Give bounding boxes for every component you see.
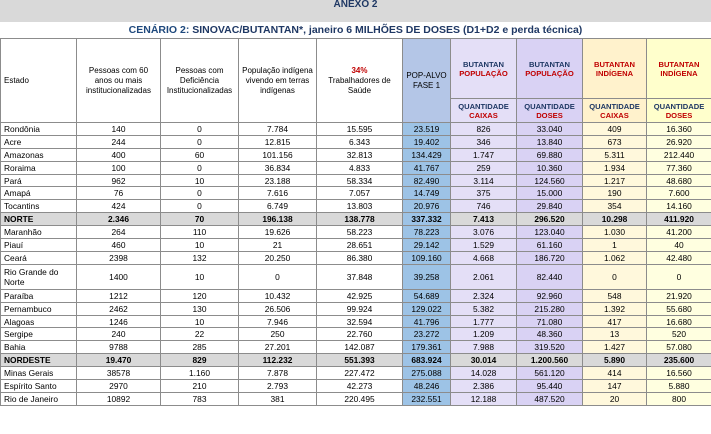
cell-saude: 15.595 [317, 123, 403, 136]
cell-icx: 1.392 [583, 302, 647, 315]
cell-idos: 5.880 [647, 380, 711, 393]
cell-indigena: 2.793 [239, 380, 317, 393]
cell-icx: 5.311 [583, 148, 647, 161]
cell-cx: 14.028 [451, 367, 517, 380]
cell-dos: 69.880 [517, 148, 583, 161]
cell-saude: 28.651 [317, 239, 403, 252]
cell-indigena: 20.250 [239, 251, 317, 264]
table-row [1, 315, 711, 328]
table-row [1, 367, 711, 380]
cell-dos: 92.960 [517, 289, 583, 302]
cell-idosos: 10892 [77, 392, 161, 405]
cell-dos: 123.040 [517, 226, 583, 239]
scenario-lead: CENÁRIO 2: [128, 24, 193, 36]
cell-saude: 4.833 [317, 161, 403, 174]
cell-estado: NORDESTE [1, 354, 77, 367]
cell-saude: 227.472 [317, 367, 403, 380]
cell-cx: 30.014 [451, 354, 517, 367]
table-row-total [1, 213, 711, 226]
cell-icx: 1.217 [583, 174, 647, 187]
col-saude-pct: 34% [351, 65, 368, 75]
cell-dos: 71.080 [517, 315, 583, 328]
cell-estado: Rondônia [1, 123, 77, 136]
cell-idosos: 1400 [77, 264, 161, 289]
cell-idosos: 424 [77, 200, 161, 213]
cell-idos: 411.920 [647, 213, 711, 226]
cell-pop: 337.332 [403, 213, 451, 226]
cell-pop: 82.490 [403, 174, 451, 187]
cell-pop: 19.402 [403, 135, 451, 148]
cell-icx: 1.934 [583, 161, 647, 174]
cell-indigena: 7.878 [239, 367, 317, 380]
annex-title: ANEXO 2 [333, 0, 378, 10]
cell-idos: 16.560 [647, 367, 711, 380]
cell-deficiencia: 783 [161, 392, 239, 405]
cell-icx: 1.062 [583, 251, 647, 264]
cell-estado: Piauí [1, 239, 77, 252]
cell-idos: 21.920 [647, 289, 711, 302]
table-row [1, 135, 711, 148]
cell-estado: Rio Grande do Norte [1, 264, 77, 289]
cell-idosos: 240 [77, 328, 161, 341]
cell-saude: 99.924 [317, 302, 403, 315]
cell-cx: 375 [451, 187, 517, 200]
col-deficiencia: Pessoas com Deficiência Institucionalizadas [161, 39, 239, 123]
annex-banner [0, 0, 711, 22]
cell-pop: 683.924 [403, 354, 451, 367]
cell-estado: Minas Gerais [1, 367, 77, 380]
cell-indigena: 10.432 [239, 289, 317, 302]
cell-deficiencia: 10 [161, 264, 239, 289]
table-row [1, 200, 711, 213]
cell-pop: 23.519 [403, 123, 451, 136]
cell-deficiencia: 0 [161, 135, 239, 148]
cell-pop: 48.246 [403, 380, 451, 393]
cell-pop: 134.429 [403, 148, 451, 161]
cell-indigena: 23.188 [239, 174, 317, 187]
col-saude-label: Trabalhadores de Saúde [328, 75, 391, 95]
table-row [1, 226, 711, 239]
cell-icx: 1.030 [583, 226, 647, 239]
cell-saude: 22.760 [317, 328, 403, 341]
cell-deficiencia: 0 [161, 200, 239, 213]
cell-idosos: 2970 [77, 380, 161, 393]
cell-indigena: 7.616 [239, 187, 317, 200]
table-row [1, 289, 711, 302]
cell-idos: 235.600 [647, 354, 711, 367]
cell-estado: Amazonas [1, 148, 77, 161]
cell-idosos: 38578 [77, 367, 161, 380]
table-row-total [1, 354, 711, 367]
cell-dos: 215.280 [517, 302, 583, 315]
cell-dos: 15.000 [517, 187, 583, 200]
cell-saude: 37.848 [317, 264, 403, 289]
cell-cx: 7.413 [451, 213, 517, 226]
cell-icx: 548 [583, 289, 647, 302]
cell-idosos: 2.346 [77, 213, 161, 226]
cell-indigena: 26.506 [239, 302, 317, 315]
col-saude [317, 39, 403, 123]
cell-icx: 1.427 [583, 341, 647, 354]
cell-indigena: 19.626 [239, 226, 317, 239]
cell-saude: 6.343 [317, 135, 403, 148]
cell-deficiencia: 829 [161, 354, 239, 367]
cell-deficiencia: 10 [161, 174, 239, 187]
cell-idosos: 244 [77, 135, 161, 148]
cell-idosos: 140 [77, 123, 161, 136]
cell-deficiencia: 0 [161, 187, 239, 200]
cell-cx: 12.188 [451, 392, 517, 405]
cell-estado: Amapá [1, 187, 77, 200]
cell-estado: Tocantins [1, 200, 77, 213]
col-estado: Estado [1, 39, 77, 123]
cell-pop: 78.223 [403, 226, 451, 239]
cell-dos: 10.360 [517, 161, 583, 174]
cell-dos: 29.840 [517, 200, 583, 213]
cell-deficiencia: 110 [161, 226, 239, 239]
table-row [1, 392, 711, 405]
cell-idos: 48.680 [647, 174, 711, 187]
cell-idos: 16.360 [647, 123, 711, 136]
cell-indigena: 7.946 [239, 315, 317, 328]
cell-idos: 14.160 [647, 200, 711, 213]
cell-idos: 55.680 [647, 302, 711, 315]
cell-estado: Roraima [1, 161, 77, 174]
cell-idosos: 460 [77, 239, 161, 252]
cell-saude: 58.223 [317, 226, 403, 239]
cell-estado: Paraíba [1, 289, 77, 302]
col-indigena: População indígena vivendo em terras indígenas [239, 39, 317, 123]
vaccine-distribution-table [0, 38, 711, 406]
cell-indigena: 381 [239, 392, 317, 405]
cell-cx: 5.382 [451, 302, 517, 315]
cell-cx: 7.988 [451, 341, 517, 354]
cell-idosos: 1212 [77, 289, 161, 302]
cell-indigena: 0 [239, 264, 317, 289]
cell-dos: 82.440 [517, 264, 583, 289]
cell-idosos: 2398 [77, 251, 161, 264]
table-row [1, 380, 711, 393]
cell-idos: 40 [647, 239, 711, 252]
cell-saude: 142.087 [317, 341, 403, 354]
cell-idosos: 962 [77, 174, 161, 187]
cell-idos: 520 [647, 328, 711, 341]
cell-indigena: 196.138 [239, 213, 317, 226]
cell-dos: 296.520 [517, 213, 583, 226]
cell-pop: 41.796 [403, 315, 451, 328]
cell-dos: 561.120 [517, 367, 583, 380]
cell-deficiencia: 10 [161, 315, 239, 328]
cell-icx: 417 [583, 315, 647, 328]
cell-indigena: 27.201 [239, 341, 317, 354]
cell-pop: 39.258 [403, 264, 451, 289]
cell-idosos: 400 [77, 148, 161, 161]
cell-dos: 95.440 [517, 380, 583, 393]
col-butantan-ind-caixas-head: BUTANTAN INDÍGENA [583, 39, 647, 99]
cell-estado: Pará [1, 174, 77, 187]
cell-cx: 2.324 [451, 289, 517, 302]
cell-icx: 409 [583, 123, 647, 136]
cell-dos: 487.520 [517, 392, 583, 405]
cell-deficiencia: 210 [161, 380, 239, 393]
table-row [1, 123, 711, 136]
cell-estado: NORTE [1, 213, 77, 226]
cell-estado: Maranhão [1, 226, 77, 239]
cell-deficiencia: 130 [161, 302, 239, 315]
cell-idos: 26.920 [647, 135, 711, 148]
cell-pop: 232.551 [403, 392, 451, 405]
cell-deficiencia: 22 [161, 328, 239, 341]
cell-idosos: 19.470 [77, 354, 161, 367]
col-butantan-ind-doses-head: BUTANTAN INDÍGENA [647, 39, 711, 99]
cell-saude: 32.813 [317, 148, 403, 161]
cell-indigena: 12.815 [239, 135, 317, 148]
cell-indigena: 36.834 [239, 161, 317, 174]
cell-deficiencia: 132 [161, 251, 239, 264]
cell-pop: 109.160 [403, 251, 451, 264]
cell-icx: 10.298 [583, 213, 647, 226]
cell-dos: 319.520 [517, 341, 583, 354]
cell-pop: 14.749 [403, 187, 451, 200]
cell-cx: 1.777 [451, 315, 517, 328]
cell-cx: 746 [451, 200, 517, 213]
cell-idos: 212.440 [647, 148, 711, 161]
cell-idosos: 100 [77, 161, 161, 174]
col-idosos: Pessoas com 60 anos ou mais institucionalizadas [77, 39, 161, 123]
cell-pop: 23.272 [403, 328, 451, 341]
table-row [1, 341, 711, 354]
cell-dos: 48.360 [517, 328, 583, 341]
cell-idos: 41.200 [647, 226, 711, 239]
cell-icx: 1 [583, 239, 647, 252]
cell-indigena: 112.232 [239, 354, 317, 367]
cell-cx: 826 [451, 123, 517, 136]
cell-deficiencia: 0 [161, 161, 239, 174]
cell-icx: 414 [583, 367, 647, 380]
cell-icx: 673 [583, 135, 647, 148]
table-row [1, 251, 711, 264]
cell-cx: 1.209 [451, 328, 517, 341]
cell-deficiencia: 70 [161, 213, 239, 226]
cell-idos: 7.600 [647, 187, 711, 200]
cell-cx: 1.529 [451, 239, 517, 252]
cell-estado: Rio de Janeiro [1, 392, 77, 405]
cell-indigena: 21 [239, 239, 317, 252]
cell-dos: 1.200.560 [517, 354, 583, 367]
cell-cx: 259 [451, 161, 517, 174]
cell-pop: 41.767 [403, 161, 451, 174]
cell-saude: 220.495 [317, 392, 403, 405]
cell-idosos: 2462 [77, 302, 161, 315]
cell-dos: 13.840 [517, 135, 583, 148]
col-butantan-pop-caixas-head: BUTANTAN POPULAÇÃO [451, 39, 517, 99]
cell-saude: 7.057 [317, 187, 403, 200]
cell-saude: 58.334 [317, 174, 403, 187]
cell-icx: 13 [583, 328, 647, 341]
cell-idos: 0 [647, 264, 711, 289]
table-row [1, 148, 711, 161]
cell-saude: 86.380 [317, 251, 403, 264]
cell-deficiencia: 285 [161, 341, 239, 354]
cell-estado: Pernambuco [1, 302, 77, 315]
cell-icx: 190 [583, 187, 647, 200]
cell-deficiencia: 0 [161, 123, 239, 136]
cell-estado: Sergipe [1, 328, 77, 341]
table-row [1, 328, 711, 341]
cell-pop: 275.088 [403, 367, 451, 380]
cell-saude: 13.803 [317, 200, 403, 213]
cell-cx: 1.747 [451, 148, 517, 161]
cell-icx: 20 [583, 392, 647, 405]
col-ind-caixas: QUANTIDADE CAIXAS [583, 99, 647, 123]
table-row [1, 161, 711, 174]
table-row [1, 264, 711, 289]
cell-cx: 346 [451, 135, 517, 148]
table-row [1, 187, 711, 200]
cell-icx: 0 [583, 264, 647, 289]
cell-cx: 4.668 [451, 251, 517, 264]
cell-estado: Bahia [1, 341, 77, 354]
cell-icx: 5.890 [583, 354, 647, 367]
cell-icx: 354 [583, 200, 647, 213]
cell-pop: 179.361 [403, 341, 451, 354]
col-pop-caixas: QUANTIDADE CAIXAS [451, 99, 517, 123]
cell-idosos: 264 [77, 226, 161, 239]
cell-deficiencia: 120 [161, 289, 239, 302]
col-butantan-pop-doses-head: BUTANTAN POPULAÇÃO [517, 39, 583, 99]
cell-cx: 2.061 [451, 264, 517, 289]
cell-saude: 138.778 [317, 213, 403, 226]
cell-idosos: 1246 [77, 315, 161, 328]
cell-indigena: 7.784 [239, 123, 317, 136]
cell-estado: Alagoas [1, 315, 77, 328]
table-row [1, 239, 711, 252]
cell-idos: 42.480 [647, 251, 711, 264]
header-row-main [1, 39, 711, 99]
cell-saude: 42.273 [317, 380, 403, 393]
cell-dos: 124.560 [517, 174, 583, 187]
cell-deficiencia: 1.160 [161, 367, 239, 380]
cell-idos: 57.080 [647, 341, 711, 354]
cell-estado: Espírito Santo [1, 380, 77, 393]
cell-cx: 3.114 [451, 174, 517, 187]
cell-indigena: 250 [239, 328, 317, 341]
cell-dos: 186.720 [517, 251, 583, 264]
cell-pop: 129.022 [403, 302, 451, 315]
cell-icx: 147 [583, 380, 647, 393]
cell-deficiencia: 60 [161, 148, 239, 161]
cell-estado: Ceará [1, 251, 77, 264]
col-pop-alvo: POP-ALVO FASE 1 [403, 39, 451, 123]
table-body [1, 123, 711, 406]
cell-pop: 29.142 [403, 239, 451, 252]
scenario-title [0, 22, 711, 38]
cell-pop: 20.976 [403, 200, 451, 213]
table-row [1, 302, 711, 315]
cell-saude: 32.594 [317, 315, 403, 328]
table-row [1, 174, 711, 187]
scenario-description: SINOVAC/BUTANTAN*, janeiro 6 MILHÕES DE DOSES (D1+D2 e perda técnica) [192, 24, 583, 36]
cell-dos: 61.160 [517, 239, 583, 252]
cell-estado: Acre [1, 135, 77, 148]
col-ind-doses: QUANTIDADE DOSES [647, 99, 711, 123]
cell-idos: 16.680 [647, 315, 711, 328]
cell-indigena: 6.749 [239, 200, 317, 213]
cell-pop: 54.689 [403, 289, 451, 302]
col-pop-doses: QUANTIDADE DOSES [517, 99, 583, 123]
cell-indigena: 101.156 [239, 148, 317, 161]
cell-cx: 2.386 [451, 380, 517, 393]
cell-saude: 551.393 [317, 354, 403, 367]
cell-saude: 42.925 [317, 289, 403, 302]
cell-idosos: 9788 [77, 341, 161, 354]
cell-idos: 800 [647, 392, 711, 405]
cell-idos: 77.360 [647, 161, 711, 174]
cell-cx: 3.076 [451, 226, 517, 239]
cell-deficiencia: 10 [161, 239, 239, 252]
cell-dos: 33.040 [517, 123, 583, 136]
cell-idosos: 76 [77, 187, 161, 200]
